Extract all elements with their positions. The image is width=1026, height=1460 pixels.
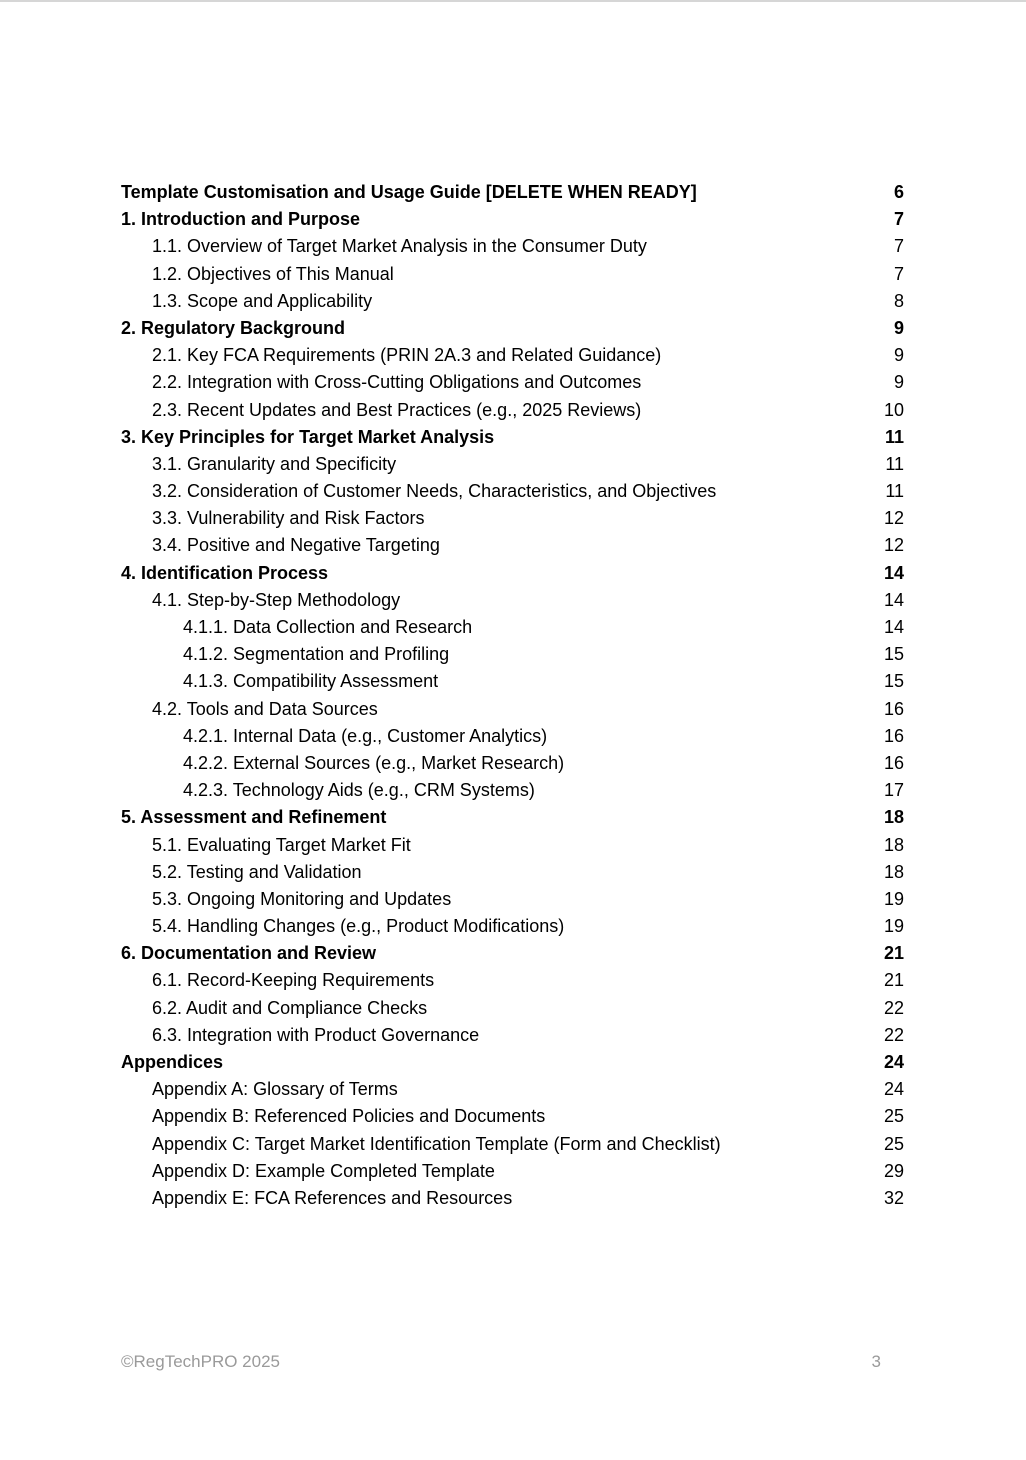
toc-entry[interactable] (121, 1185, 904, 1212)
toc-entry-title: 4.1.3. Compatibility Assessment (183, 671, 439, 692)
toc-entry-title: Appendix E: FCA References and Resources (152, 1187, 513, 1208)
toc-entry[interactable] (121, 614, 904, 641)
toc-entry-title: 4.1.2. Segmentation and Profiling (183, 644, 450, 665)
toc-entry[interactable] (121, 587, 904, 614)
toc-entry-page-number: 16 (883, 725, 904, 746)
toc-entry[interactable] (121, 641, 904, 668)
toc-entry[interactable] (121, 451, 904, 478)
toc-entry[interactable] (121, 777, 904, 804)
toc-entry[interactable] (121, 369, 904, 396)
toc-entry-page-number: 25 (883, 1106, 904, 1127)
toc-entry-page-number: 7 (893, 209, 904, 230)
toc-entry[interactable] (121, 233, 904, 260)
toc-entry-page-number: 12 (883, 508, 904, 529)
toc-entry-title: Template Customisation and Usage Guide [DELETE WHEN READY] (121, 182, 697, 202)
toc-entry[interactable] (121, 478, 904, 505)
toc-entry-page-number: 8 (893, 290, 904, 311)
toc-entry-page-number: 14 (883, 562, 904, 583)
toc-entry-title: 3.3. Vulnerability and Risk Factors (152, 508, 425, 529)
toc-entry-title: 6.2. Audit and Compliance Checks (152, 997, 428, 1018)
toc-entry[interactable] (121, 532, 904, 559)
toc-entry-title: 5.2. Testing and Validation (152, 861, 362, 882)
toc-entry-page-number: 19 (883, 916, 904, 937)
toc-entry[interactable] (121, 886, 904, 913)
toc-entry-page-number: 29 (883, 1160, 904, 1181)
toc-entry-page-number: 17 (883, 780, 904, 801)
toc-entry[interactable] (121, 342, 904, 369)
toc-entry-title: 2.1. Key FCA Requirements (PRIN 2A.3 and Related Guidance) (152, 345, 662, 366)
toc-entry[interactable] (121, 1131, 904, 1158)
toc-entry-page-number: 24 (883, 1079, 904, 1100)
toc-entry-page-number: 16 (883, 698, 904, 719)
toc-entry-page-number: 16 (883, 752, 904, 773)
toc-entry[interactable] (121, 1022, 904, 1049)
toc-entry-page-number: 15 (883, 644, 904, 665)
toc-entry-title: 6.3. Integration with Product Governance (152, 1024, 480, 1045)
toc-entry-page-number: 14 (883, 617, 904, 637)
toc-entry-title: 4.1. Step-by-Step Methodology (152, 589, 401, 610)
toc-entry-page-number: 21 (883, 970, 904, 991)
toc-entry[interactable] (121, 424, 904, 451)
toc-entry-title: 2.2. Integration with Cross-Cutting Obligations and Outcomes (152, 372, 642, 393)
toc-entry-title: 3. Key Principles for Target Market Analysis (121, 426, 495, 447)
table-of-contents (121, 179, 904, 1212)
toc-entry[interactable] (121, 967, 904, 994)
toc-entry-page-number: 25 (883, 1133, 904, 1154)
toc-entry-title: 2.3. Recent Updates and Best Practices (e.g., 2025 Reviews) (152, 399, 642, 420)
toc-entry[interactable] (121, 1076, 904, 1103)
toc-entry-title: 5. Assessment and Refinement (121, 807, 387, 828)
toc-entry[interactable] (121, 804, 904, 831)
toc-entry[interactable] (121, 750, 904, 777)
toc-entry[interactable] (121, 1049, 904, 1076)
toc-entry[interactable] (121, 261, 904, 288)
toc-entry[interactable] (121, 288, 904, 315)
toc-entry[interactable] (121, 668, 904, 695)
toc-entry-page-number: 7 (893, 263, 904, 284)
toc-entry-page-number: 21 (883, 943, 904, 964)
toc-entry[interactable] (121, 995, 904, 1022)
toc-entry[interactable] (121, 859, 904, 886)
toc-entry[interactable] (121, 1103, 904, 1130)
toc-entry[interactable] (121, 315, 904, 342)
toc-entry-title: Appendix C: Target Market Identification Template (Form and Checklist) (152, 1133, 721, 1154)
toc-entry[interactable] (121, 1158, 904, 1185)
toc-entry[interactable] (121, 206, 904, 233)
toc-entry-title: 1. Introduction and Purpose (121, 209, 361, 230)
toc-entry-title: 4.2. Tools and Data Sources (152, 698, 378, 719)
toc-entry-title: 1.2. Objectives of This Manual (152, 263, 394, 284)
toc-entry-page-number: 11 (885, 453, 904, 474)
page-top-border (0, 0, 1026, 2)
toc-entry-page-number: 18 (883, 807, 904, 828)
toc-entry-title: 1.1. Overview of Target Market Analysis in the Consumer Duty (152, 236, 647, 257)
toc-entry-page-number: 9 (893, 317, 904, 338)
toc-entry[interactable] (121, 397, 904, 424)
toc-entry[interactable] (121, 832, 904, 859)
toc-entry-page-number: 24 (883, 1052, 904, 1072)
toc-entry-title: 2. Regulatory Background (121, 317, 346, 338)
toc-entry-title: 4.2.3. Technology Aids (e.g., CRM Systems) (183, 780, 535, 801)
toc-entry-title: Appendix A: Glossary of Terms (152, 1079, 398, 1100)
toc-entry-title: 1.3. Scope and Applicability (152, 290, 373, 311)
toc-entry[interactable] (121, 560, 904, 587)
toc-entry-page-number: 11 (884, 426, 904, 447)
toc-entry-page-number: 9 (893, 372, 904, 393)
toc-entry-title: 5.4. Handling Changes (e.g., Product Modifications) (152, 916, 565, 937)
toc-entry-page-number: 18 (883, 834, 904, 855)
toc-entry-title: 5.1. Evaluating Target Market Fit (152, 834, 411, 855)
footer-copyright: ©RegTechPRO 2025 (121, 1352, 281, 1371)
toc-entry-page-number: 14 (883, 589, 904, 610)
toc-entry-page-number: 32 (883, 1187, 904, 1208)
toc-entry-page-number: 19 (883, 888, 904, 909)
toc-entry[interactable] (121, 696, 904, 723)
toc-entry-title: 4.1.1. Data Collection and Research (183, 617, 473, 637)
toc-entry-title: Appendix B: Referenced Policies and Documents (152, 1106, 546, 1127)
toc-entry-page-number: 22 (883, 997, 904, 1018)
toc-entry-title: Appendix D: Example Completed Template (152, 1160, 495, 1181)
toc-entry-page-number: 18 (883, 861, 904, 882)
toc-entry-page-number: 15 (883, 671, 904, 692)
toc-entry-title: 3.1. Granularity and Specificity (152, 453, 397, 474)
toc-entry[interactable] (121, 940, 904, 967)
toc-entry-title: 6. Documentation and Review (121, 943, 377, 964)
toc-entry-page-number: 11 (885, 481, 904, 502)
footer-page-number: 3 (871, 1352, 881, 1371)
toc-entry[interactable] (121, 913, 904, 940)
toc-entry-title: 6.1. Record-Keeping Requirements (152, 970, 435, 991)
toc-entry-page-number: 9 (893, 345, 904, 366)
toc-entry-page-number: 22 (883, 1024, 904, 1045)
toc-entry-title: Appendices (121, 1052, 224, 1072)
toc-entry-title: 4.2.2. External Sources (e.g., Market Research) (183, 752, 565, 773)
toc-entry-title: 5.3. Ongoing Monitoring and Updates (152, 888, 452, 909)
toc-entry-page-number: 10 (883, 399, 904, 420)
toc-entry-title: 4. Identification Process (121, 562, 329, 583)
toc-entry[interactable] (121, 505, 904, 532)
toc-entry-title: 3.2. Consideration of Customer Needs, Characteristics, and Objectives (152, 481, 717, 502)
toc-entry-title: 4.2.1. Internal Data (e.g., Customer Analytics) (183, 725, 548, 746)
page-footer (121, 1352, 881, 1372)
toc-entry-page-number: 6 (893, 182, 904, 202)
toc-entry-page-number: 12 (883, 535, 904, 556)
toc-entry[interactable] (121, 179, 904, 206)
toc-entry-page-number: 7 (893, 236, 904, 257)
toc-entry-title: 3.4. Positive and Negative Targeting (152, 535, 440, 556)
toc-entry[interactable] (121, 723, 904, 750)
